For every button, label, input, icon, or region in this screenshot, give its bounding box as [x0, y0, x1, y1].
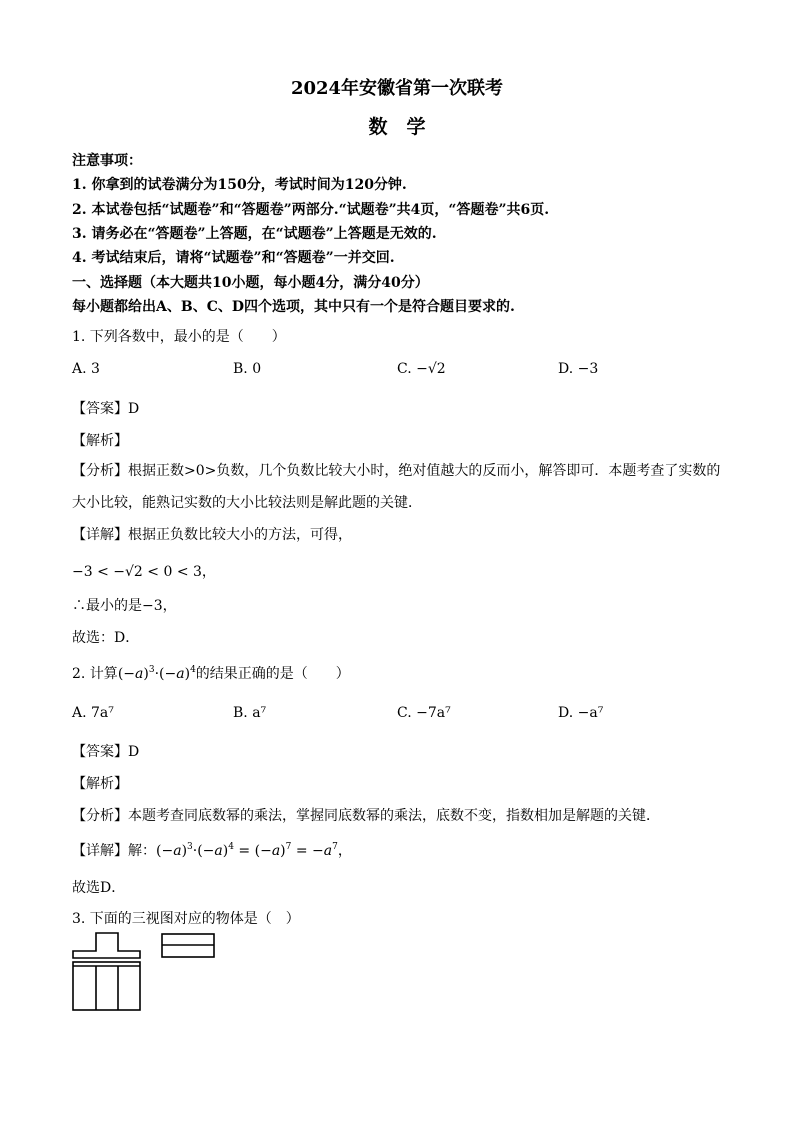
q1-analysis-line: 大小比较，能熟记实数的大小比较法则是解此题的关键． — [72, 495, 422, 511]
q2-choice: 故选D． — [72, 880, 126, 896]
subject-title: 数 学 — [368, 116, 426, 138]
q1-analysis-line: 【分析】根据正数>0>负数，几个负数比较大小时，绝对值越大的反而小，解答即可．本题考查了实数的 — [72, 463, 721, 479]
section-title: 一、选择题（本大题共10小题，每小题4分，满分40分） — [72, 275, 429, 291]
q2-solution-expression: $(-a)^3\cdot(-a)^4 = (-a)^7 = -a^7$， — [156, 842, 352, 859]
notice-heading: 注意事项： — [72, 153, 142, 169]
q1-analysis-label: 【解析】 — [72, 433, 128, 449]
notice-item: 4. 考试结束后，请将“试题卷”和“答题卷”一并交回. — [72, 250, 395, 266]
q2-option-a: A. 7a⁷ — [72, 705, 114, 721]
q2-expression: $(-a)^3\cdot(-a)^4$ — [117, 665, 196, 682]
q2-option-b: B. a⁷ — [233, 705, 267, 721]
q1-stem: 1. 下列各数中，最小的是（ ） — [72, 329, 286, 345]
q1-choice: 故选：D． — [72, 630, 140, 646]
q2-stem-suffix: 的结果正确的是（ ） — [195, 666, 350, 682]
q1-option-b: B. 0 — [233, 361, 262, 377]
q1-option-c: C. −√2 — [397, 361, 446, 377]
q1-option-a: A. 3 — [72, 361, 100, 377]
q2-detail-prefix: 【详解】解： — [72, 843, 156, 859]
notice-item: 1. 你拿到的试卷满分为150分，考试时间为120分钟. — [72, 177, 407, 193]
notice-item: 3. 请务必在“答题卷”上答题，在“试题卷”上答题是无效的. — [72, 226, 437, 242]
q1-detail: 【详解】根据正负数比较大小的方法，可得， — [72, 527, 352, 543]
q1-inequality: −3 < −√2 < 0 < 3， — [72, 564, 216, 580]
q1-conclusion: ∴最小的是−3， — [72, 598, 177, 614]
q2-analysis: 【分析】本题考查同底数幂的乘法，掌握同底数幂的乘法，底数不变，指数相加是解题的关键． — [72, 808, 660, 824]
front-view — [73, 933, 140, 958]
three-view-figure — [72, 932, 222, 1014]
q2-option-c: C. −7a⁷ — [397, 705, 451, 721]
q1-option-d: D. −3 — [558, 361, 599, 377]
exam-title: 2024年安徽省第一次联考 — [290, 78, 504, 99]
q2-stem — [72, 663, 350, 683]
q2-analysis-label: 【解析】 — [72, 776, 128, 792]
q2-option-d: D. −a⁷ — [558, 705, 604, 721]
top-view — [73, 962, 140, 1010]
q2-answer: 【答案】D — [72, 744, 140, 760]
q2-stem-prefix: 2. 计算 — [72, 666, 118, 682]
section-instruction: 每小题都给出A、B、C、D四个选项，其中只有一个是符合题目要求的. — [72, 299, 515, 315]
q2-detail — [72, 840, 352, 860]
notice-item: 2. 本试卷包括“试题卷”和“答题卷”两部分.“试题卷”共4页，“答题卷”共6页. — [72, 202, 550, 218]
q1-answer: 【答案】D — [72, 401, 140, 417]
q3-stem: 3. 下面的三视图对应的物体是（ ） — [72, 911, 300, 927]
